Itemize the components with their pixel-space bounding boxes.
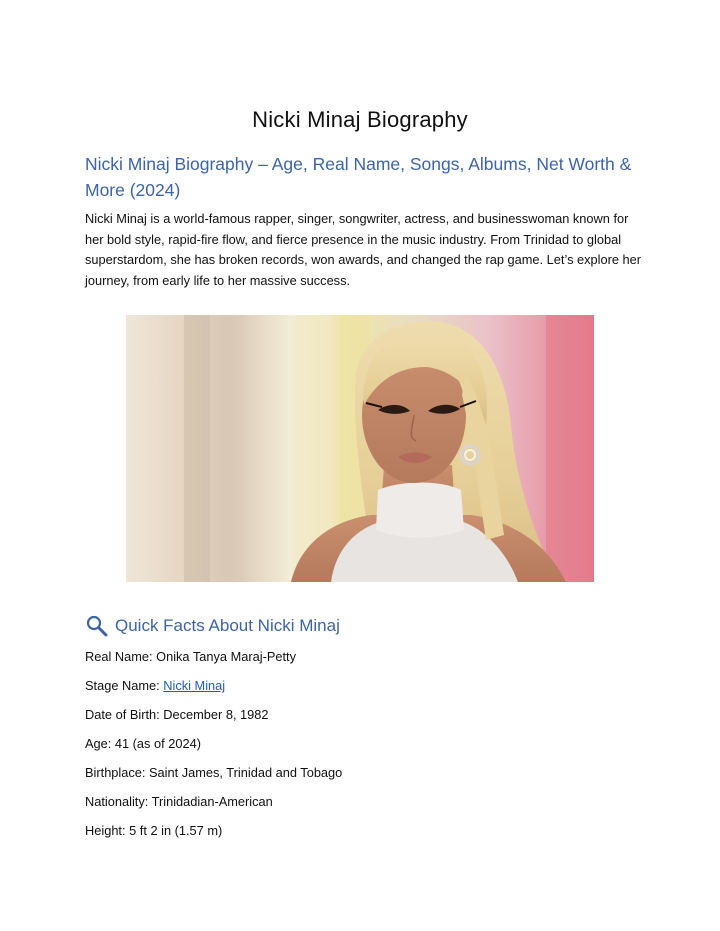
fact-real-name: Real Name: Onika Tanya Maraj-Petty: [85, 649, 296, 664]
portrait-photo: [126, 315, 594, 582]
fact-nationality: Nationality: Trinidadian-American: [85, 794, 273, 809]
intro-paragraph: Nicki Minaj is a world-famous rapper, singer, songwriter, actress, and businesswoman known for her bold style, rapid-fire flow, and fierce presence in the music industry. From Trinidad to global superstardom, she has broken records, won awards, and changed the rap game. Let’s explore her journey, from early life to her massive success.: [85, 211, 642, 288]
page-title: Nicki Minaj Biography: [252, 107, 468, 132]
magnifier-icon: [85, 614, 109, 638]
quick-facts-heading-row: [85, 612, 340, 640]
fact-stage-name: [85, 677, 225, 695]
stage-name-link[interactable]: Nicki Minaj: [163, 678, 226, 693]
fact-age: Age: 41 (as of 2024): [85, 736, 201, 751]
fact-birthplace: Birthplace: Saint James, Trinidad and Tobago: [85, 765, 343, 780]
article-heading: Nicki Minaj Biography – Age, Real Name, Songs, Albums, Net Worth & More (2024): [85, 154, 632, 200]
fact-height: Height: 5 ft 2 in (1.57 m): [85, 823, 223, 838]
stage-name-label: Stage Name:: [85, 678, 164, 693]
fact-date-of-birth: Date of Birth: December 8, 1982: [85, 707, 269, 722]
quick-facts-heading: Quick Facts About Nicki Minaj: [115, 616, 340, 635]
